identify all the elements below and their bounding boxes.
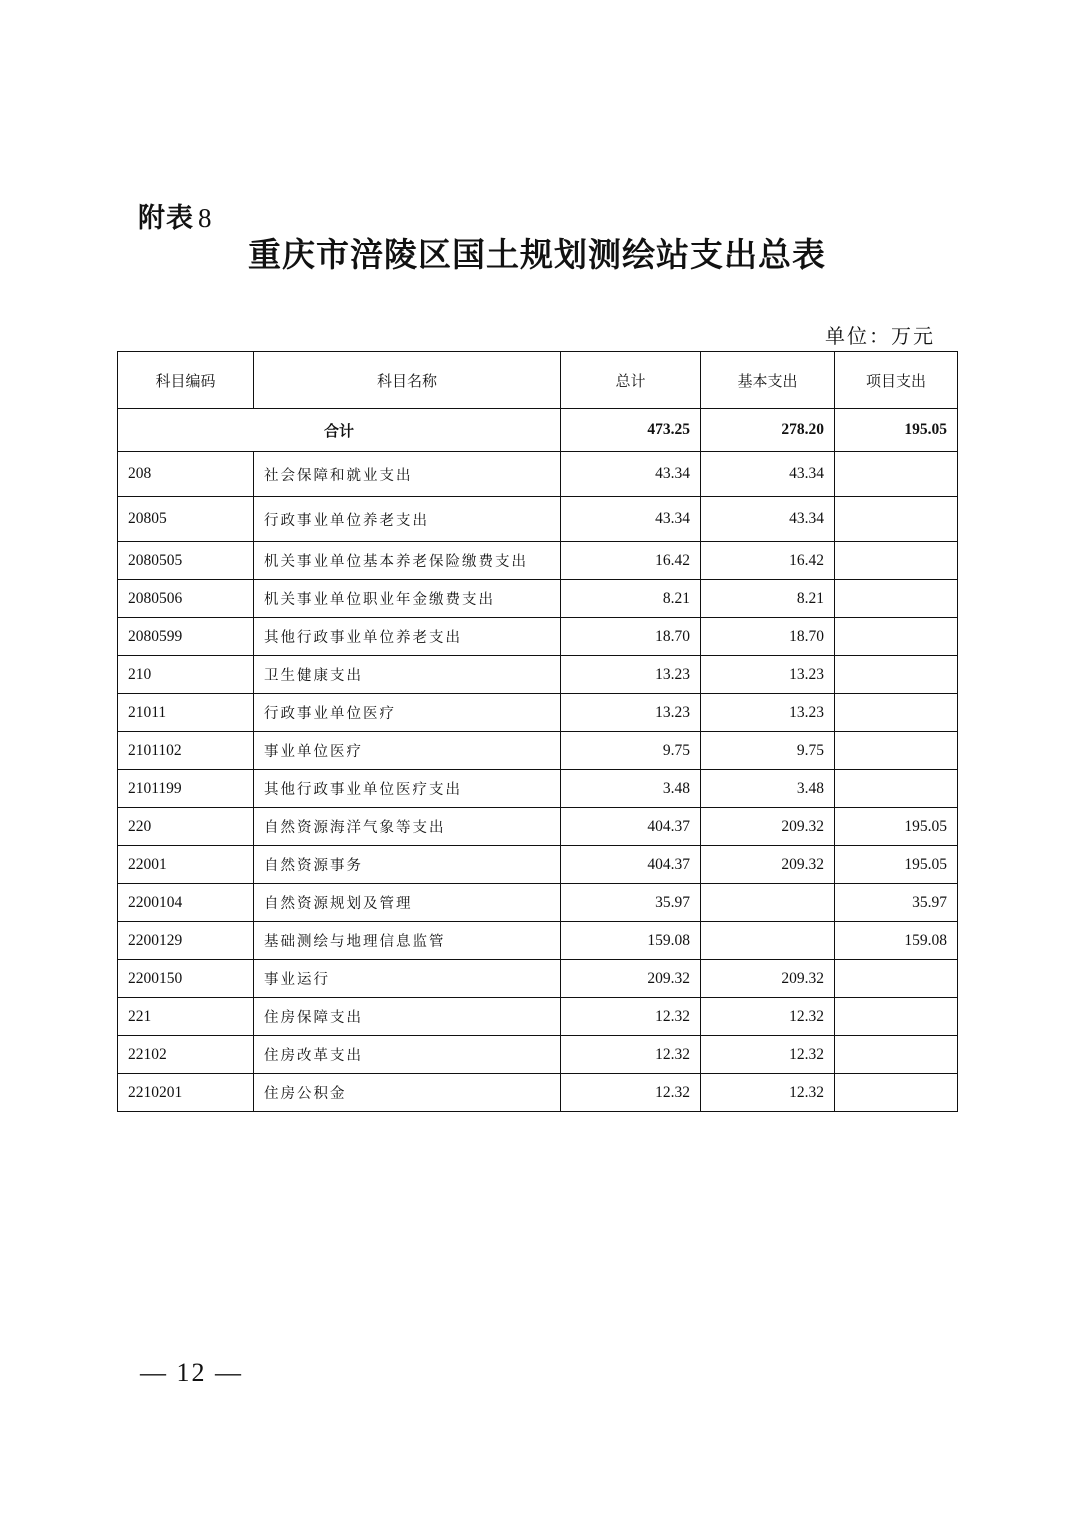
unit-label: 单位：万元 [825, 324, 935, 348]
row-basic [701, 884, 835, 922]
row-total: 13.23 [561, 694, 701, 732]
row-total: 35.97 [561, 884, 701, 922]
row-code: 2080505 [118, 542, 254, 580]
table-row [118, 580, 958, 618]
row-basic: 9.75 [701, 732, 835, 770]
page-title: 重庆市涪陵区国土规划测绘站支出总表 [248, 235, 826, 274]
header-name: 科目名称 [254, 352, 561, 409]
row-code: 20805 [118, 497, 254, 542]
row-code: 2200104 [118, 884, 254, 922]
table-row [118, 452, 958, 497]
row-code: 220 [118, 808, 254, 846]
row-code: 210 [118, 656, 254, 694]
row-basic: 209.32 [701, 846, 835, 884]
table-row [118, 497, 958, 542]
row-total: 12.32 [561, 1074, 701, 1112]
row-code: 221 [118, 998, 254, 1036]
row-basic: 16.42 [701, 542, 835, 580]
table-row [118, 998, 958, 1036]
row-project [835, 618, 958, 656]
row-total: 18.70 [561, 618, 701, 656]
row-name: 行政事业单位医疗 [254, 694, 561, 732]
total-project: 195.05 [835, 409, 958, 452]
row-code: 22102 [118, 1036, 254, 1074]
table-row [118, 808, 958, 846]
row-name: 住房保障支出 [254, 998, 561, 1036]
table-row [118, 542, 958, 580]
row-basic: 12.32 [701, 998, 835, 1036]
row-total: 12.32 [561, 1036, 701, 1074]
row-name: 行政事业单位养老支出 [254, 497, 561, 542]
row-name: 事业运行 [254, 960, 561, 998]
row-basic: 12.32 [701, 1036, 835, 1074]
row-basic: 43.34 [701, 497, 835, 542]
row-total: 404.37 [561, 846, 701, 884]
table-row [118, 656, 958, 694]
row-basic: 12.32 [701, 1074, 835, 1112]
row-code: 2200150 [118, 960, 254, 998]
row-name: 事业单位医疗 [254, 732, 561, 770]
header-code: 科目编码 [118, 352, 254, 409]
row-name: 社会保障和就业支出 [254, 452, 561, 497]
row-total: 43.34 [561, 452, 701, 497]
row-total: 9.75 [561, 732, 701, 770]
table-row [118, 960, 958, 998]
row-project [835, 452, 958, 497]
table-row [118, 694, 958, 732]
row-project [835, 960, 958, 998]
row-code: 2080506 [118, 580, 254, 618]
row-name: 基础测绘与地理信息监管 [254, 922, 561, 960]
row-basic: 3.48 [701, 770, 835, 808]
row-project [835, 694, 958, 732]
row-name: 机关事业单位职业年金缴费支出 [254, 580, 561, 618]
total-row [118, 409, 958, 452]
table-row [118, 922, 958, 960]
expenditure-table [117, 351, 958, 1112]
table-row [118, 1074, 958, 1112]
table-row [118, 770, 958, 808]
row-basic [701, 922, 835, 960]
appendix-number: 8 [198, 203, 213, 233]
row-project: 195.05 [835, 846, 958, 884]
row-basic: 13.23 [701, 694, 835, 732]
row-name: 其他行政事业单位养老支出 [254, 618, 561, 656]
row-basic: 43.34 [701, 452, 835, 497]
row-project: 159.08 [835, 922, 958, 960]
table-row [118, 1036, 958, 1074]
row-code: 2210201 [118, 1074, 254, 1112]
row-code: 2080599 [118, 618, 254, 656]
row-total: 16.42 [561, 542, 701, 580]
row-project [835, 998, 958, 1036]
total-label: 合计 [118, 409, 561, 452]
row-name: 自然资源规划及管理 [254, 884, 561, 922]
row-project: 195.05 [835, 808, 958, 846]
table-row [118, 618, 958, 656]
table-header-row [118, 352, 958, 409]
row-total: 43.34 [561, 497, 701, 542]
row-total: 209.32 [561, 960, 701, 998]
row-total: 12.32 [561, 998, 701, 1036]
header-total: 总计 [561, 352, 701, 409]
row-basic: 18.70 [701, 618, 835, 656]
row-project [835, 770, 958, 808]
row-basic: 209.32 [701, 960, 835, 998]
row-project [835, 580, 958, 618]
row-name: 自然资源海洋气象等支出 [254, 808, 561, 846]
row-code: 2101199 [118, 770, 254, 808]
row-name: 卫生健康支出 [254, 656, 561, 694]
row-code: 22001 [118, 846, 254, 884]
row-project [835, 656, 958, 694]
table-row [118, 732, 958, 770]
header-basic: 基本支出 [701, 352, 835, 409]
row-name: 其他行政事业单位医疗支出 [254, 770, 561, 808]
row-total: 3.48 [561, 770, 701, 808]
row-project [835, 732, 958, 770]
row-total: 404.37 [561, 808, 701, 846]
row-code: 2200129 [118, 922, 254, 960]
row-code: 21011 [118, 694, 254, 732]
table-row [118, 884, 958, 922]
row-project [835, 497, 958, 542]
row-total: 159.08 [561, 922, 701, 960]
row-name: 住房改革支出 [254, 1036, 561, 1074]
row-name: 自然资源事务 [254, 846, 561, 884]
row-total: 13.23 [561, 656, 701, 694]
row-project [835, 542, 958, 580]
total-basic: 278.20 [701, 409, 835, 452]
row-basic: 8.21 [701, 580, 835, 618]
page-number: — 12 — [140, 1358, 243, 1387]
appendix-label-text: 附表 [138, 203, 194, 234]
row-code: 208 [118, 452, 254, 497]
total-total: 473.25 [561, 409, 701, 452]
row-name: 机关事业单位基本养老保险缴费支出 [254, 542, 561, 580]
header-project: 项目支出 [835, 352, 958, 409]
row-basic: 209.32 [701, 808, 835, 846]
row-basic: 13.23 [701, 656, 835, 694]
row-project: 35.97 [835, 884, 958, 922]
row-code: 2101102 [118, 732, 254, 770]
row-project [835, 1036, 958, 1074]
table-row [118, 846, 958, 884]
row-project [835, 1074, 958, 1112]
row-total: 8.21 [561, 580, 701, 618]
row-name: 住房公积金 [254, 1074, 561, 1112]
